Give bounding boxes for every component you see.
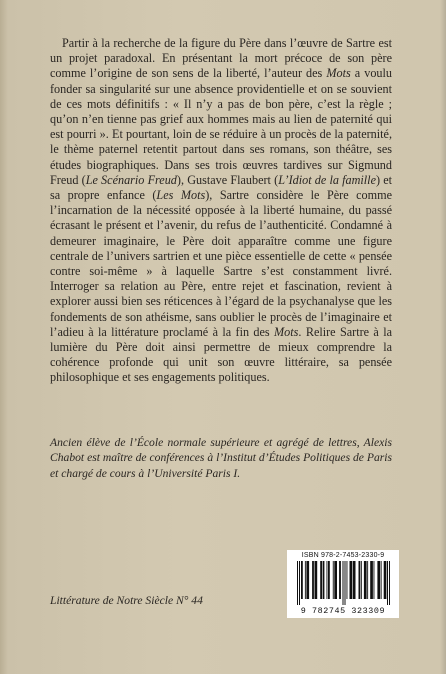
barcode-bar (384, 561, 387, 599)
barcode-bar (347, 561, 348, 599)
barcode-bar (328, 561, 330, 599)
blurb-run: ), Gustave Flaubert ( (176, 172, 279, 187)
barcode-bar (327, 561, 328, 599)
blurb-run: . Relire Sartre à la lumière du Père doit ainsi permettre de mieux comprendre la cohérence profonde qui unit son œuvre littéraire, sa pensée philosophique et ses engagements politiques. (50, 324, 392, 385)
barcode-bar (312, 561, 314, 599)
blurb-run: ) et sa propre enfance ( (50, 172, 393, 203)
barcode-bar (353, 561, 356, 599)
barcode-bar (359, 561, 361, 599)
barcode-bar (323, 561, 325, 599)
italic-title: Mots (274, 324, 299, 339)
blurb-run: Partir à la recherche de la figure du Père dans l’œuvre de Sartre est un projet paradoxal. En présentant la mort précoce de son père comme l’origine de son sens de la liberté, l’auteur des (50, 36, 392, 81)
barcode-bar (333, 561, 334, 599)
barcode-label (287, 550, 399, 618)
guard-bar (297, 561, 298, 605)
isbn-text: ISBN 978-2-7453-2330-9 (301, 552, 385, 559)
italic-title: Le Scénario Freud (85, 172, 177, 187)
series-title: Littérature de Notre Siècle N° 44 (50, 594, 203, 607)
guard-bar (343, 561, 344, 605)
barcode-bar (301, 561, 303, 599)
guard-bar (299, 561, 300, 605)
ean-digits: 9 782745 323309 (300, 606, 386, 616)
barcode-bar (305, 561, 306, 599)
barcode-bar (374, 561, 375, 599)
barcode-bar (370, 561, 373, 599)
guard-bar (387, 561, 388, 605)
blurb-run: ), Sartre considère le Père comme l’incarnation de la nécessité opposée à la liberté humaine, du passé écrasant le présent et l’avenir, du refus de l’authenticité. Condamné à demeurer imaginaire, le Père doit apparaître comme une figure centrale de l’univers sartrien et une pièce essentielle de cette « pensée contre soi-même » à laquelle Sartre s’est constamment livré. Interroger sa relation au Père, entre rejet et fascination, revient à explorer aussi bien ses réticences à l’égard de la psychanalyse que les fondements de son athéisme, sans oublier le procès de l’imaginaire et l’adieu à la littérature proclamé à la fin des (50, 188, 392, 339)
barcode-bar (361, 561, 362, 599)
italic-title: Mots (326, 66, 351, 81)
barcode-bar (377, 561, 380, 599)
blurb-text (50, 36, 392, 386)
barcode-bar (367, 561, 368, 599)
guard-bar (389, 561, 390, 605)
italic-title: Les Mots (156, 188, 206, 203)
barcode-bar (350, 561, 353, 599)
blurb-paragraph (50, 36, 392, 386)
guard-bar (345, 561, 346, 605)
barcode-bar (339, 561, 341, 599)
blurb-run: a voulu fonder sa singularité sur une absence providentielle et on se souvient de ces mots définitifs : « Il n’y a pas de bon père, c’est la règle ; qu’on n’en tienne pas grief aux hommes mais au lien de paternité qui est pourri ». Et pourtant, loin de se réduire à un procès de la paternité, le thème paternel retentit partout dans ses romans, son théâtre, ses études biographiques. Dans ses trois œuvres tardives sur Sigmund Freud ( (50, 66, 392, 187)
barcode-bar (334, 561, 337, 599)
barcode-bar (306, 561, 309, 599)
barcode-bar (320, 561, 322, 599)
italic-title: L’Idiot de la famille (278, 172, 376, 187)
barcode-bar (315, 561, 318, 599)
barcode-bar (381, 561, 382, 599)
author-bio: Ancien élève de l’École normale supérieure et agrégé de lettres, Alexis Chabot est maître de conférences à l’Institut d’Études Politiques de Paris et chargé de cours à l’Université Paris I. (50, 436, 392, 480)
barcode-bars (295, 561, 391, 605)
barcode-bar (364, 561, 367, 599)
